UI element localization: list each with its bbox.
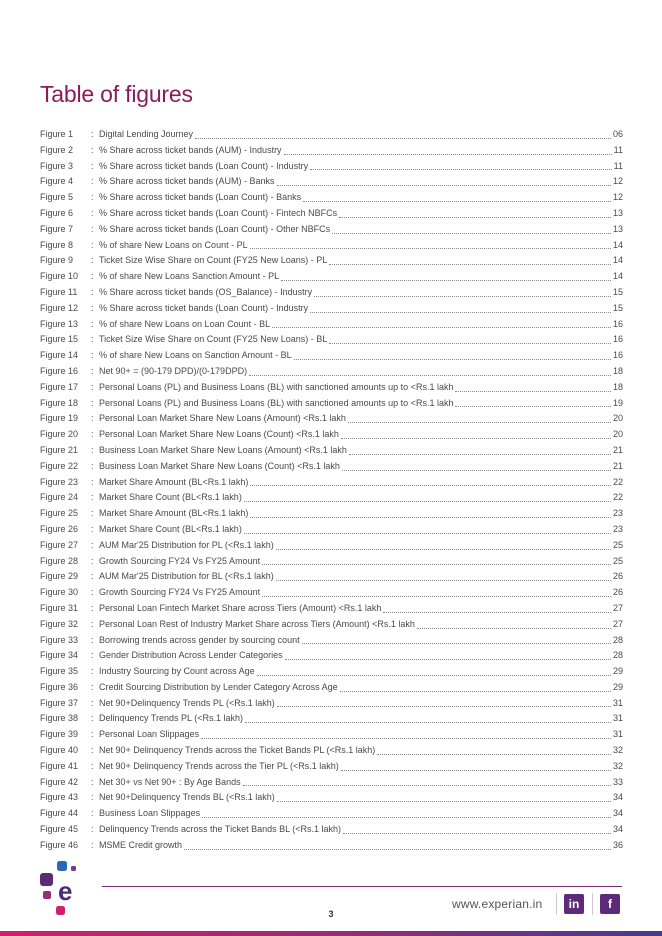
figure-label: Figure 30 bbox=[40, 587, 79, 598]
figure-title: Digital Lending Journey bbox=[99, 129, 194, 139]
figure-entry[interactable] bbox=[40, 806, 623, 822]
figure-title: % Share across ticket bands (Loan Count) - Industry bbox=[99, 302, 309, 313]
separator-colon: : bbox=[91, 555, 94, 566]
separator-colon: : bbox=[91, 697, 94, 708]
separator-colon: : bbox=[91, 824, 94, 835]
figure-entry[interactable] bbox=[40, 159, 623, 175]
figure-title: % Share across ticket bands (Loan Count) - Banks bbox=[99, 192, 302, 203]
figure-page-number: 11 bbox=[613, 160, 623, 171]
figure-label: Figure 46 bbox=[40, 839, 79, 850]
logo-letter: e bbox=[58, 876, 73, 906]
figure-entry[interactable] bbox=[40, 790, 623, 806]
dot-leader bbox=[332, 233, 611, 234]
figure-title: Personal Loan Market Share New Loans (Amount) <Rs.1 lakh bbox=[99, 413, 346, 424]
facebook-icon[interactable]: f bbox=[600, 894, 620, 914]
separator-colon: : bbox=[91, 302, 94, 313]
separator-colon: : bbox=[91, 776, 94, 787]
figure-page-number: 28 bbox=[612, 634, 623, 645]
brand-gradient-bar bbox=[0, 931, 662, 936]
figure-title: Business Loan Slippages bbox=[99, 808, 201, 819]
figure-label: Figure 25 bbox=[40, 508, 79, 519]
separator-colon: : bbox=[91, 571, 94, 582]
separator-colon: : bbox=[91, 666, 94, 677]
figure-entry[interactable] bbox=[40, 506, 623, 522]
dot-leader bbox=[329, 264, 611, 265]
dot-leader bbox=[272, 327, 611, 328]
figure-page-number: 27 bbox=[612, 618, 623, 629]
figure-entry[interactable] bbox=[40, 680, 623, 696]
figure-label: Figure 29 bbox=[40, 571, 79, 582]
dot-leader bbox=[250, 485, 611, 486]
dot-leader bbox=[348, 422, 611, 423]
figure-page-number: 16 bbox=[612, 318, 623, 329]
figures-list bbox=[40, 127, 623, 854]
figure-label: Figure 44 bbox=[40, 808, 79, 819]
separator-colon: : bbox=[91, 650, 94, 661]
separator-colon: : bbox=[91, 681, 94, 692]
figure-entry[interactable] bbox=[40, 348, 623, 364]
figure-title: Growth Sourcing FY24 Vs FY25 Amount bbox=[99, 587, 261, 598]
dot-leader bbox=[276, 580, 611, 581]
dot-leader bbox=[329, 343, 611, 344]
figure-title: Market Share Amount (BL<Rs.1 lakh) bbox=[99, 508, 249, 519]
figure-label: Figure 41 bbox=[40, 760, 79, 771]
figure-entry[interactable] bbox=[40, 380, 623, 396]
figure-title: % of share New Loans on Sanction Amount - BL bbox=[99, 350, 292, 361]
dot-leader bbox=[277, 185, 611, 186]
figure-label: Figure 3 bbox=[40, 160, 74, 171]
figure-label: Figure 21 bbox=[40, 444, 79, 455]
separator-colon: : bbox=[91, 713, 94, 724]
figure-title: % of share New Loans Sanction Amount - PL bbox=[99, 271, 280, 282]
figure-label: Figure 27 bbox=[40, 539, 79, 550]
separator-colon: : bbox=[91, 144, 94, 155]
figure-entry[interactable] bbox=[40, 443, 623, 459]
figure-title: AUM Mar'25 Distribution for PL (<Rs.1 lakh) bbox=[99, 539, 274, 550]
figure-title: Market Share Count (BL<Rs.1 lakh) bbox=[99, 492, 242, 503]
figure-page-number: 34 bbox=[612, 824, 623, 835]
figure-entry[interactable] bbox=[40, 269, 623, 285]
separator-colon: : bbox=[91, 192, 94, 203]
figure-label: Figure 14 bbox=[40, 350, 79, 361]
separator-colon: : bbox=[91, 207, 94, 218]
dot-leader bbox=[342, 470, 611, 471]
figure-entry[interactable] bbox=[40, 554, 623, 570]
linkedin-icon[interactable]: in bbox=[564, 894, 584, 914]
figure-page-number: 25 bbox=[612, 539, 623, 550]
dot-leader bbox=[245, 722, 611, 723]
figure-entry[interactable] bbox=[40, 633, 623, 649]
figure-page-number: 32 bbox=[612, 760, 623, 771]
separator-colon: : bbox=[91, 729, 94, 740]
footer-separator bbox=[556, 893, 557, 915]
figure-page-number: 34 bbox=[612, 792, 623, 803]
figure-title: Credit Sourcing Distribution by Lender Category Across Age bbox=[99, 681, 338, 692]
separator-colon: : bbox=[91, 745, 94, 756]
figure-page-number: 14 bbox=[612, 271, 623, 282]
figure-entry[interactable] bbox=[40, 490, 623, 506]
figure-title: Delinquency Trends across the Ticket Bands BL (<Rs.1 lakh) bbox=[99, 824, 342, 835]
dot-leader bbox=[202, 817, 611, 818]
figure-label: Figure 39 bbox=[40, 729, 79, 740]
page-number: 3 bbox=[328, 909, 334, 919]
dot-leader bbox=[310, 312, 611, 313]
separator-colon: : bbox=[91, 365, 94, 376]
figure-page-number: 25 bbox=[612, 555, 623, 566]
dot-leader bbox=[262, 564, 611, 565]
dot-leader bbox=[340, 691, 611, 692]
separator-colon: : bbox=[91, 381, 94, 392]
footer-separator bbox=[592, 893, 593, 915]
figure-entry[interactable] bbox=[40, 743, 623, 759]
dot-leader bbox=[250, 248, 611, 249]
figure-page-number: 18 bbox=[612, 381, 623, 392]
figure-entry[interactable] bbox=[40, 459, 623, 475]
figure-title: Net 30+ vs Net 90+ : By Age Bands bbox=[99, 776, 241, 787]
separator-colon: : bbox=[91, 634, 94, 645]
figure-label: Figure 9 bbox=[40, 255, 74, 266]
website-link[interactable]: www.experian.in bbox=[452, 897, 543, 911]
figure-page-number: 23 bbox=[612, 508, 623, 519]
separator-colon: : bbox=[91, 476, 94, 487]
dot-leader bbox=[184, 849, 611, 850]
figure-entry[interactable] bbox=[40, 475, 623, 491]
dot-leader bbox=[285, 659, 611, 660]
figure-entry[interactable] bbox=[40, 285, 623, 301]
figure-label: Figure 35 bbox=[40, 666, 79, 677]
dot-leader bbox=[244, 533, 611, 534]
dot-leader bbox=[349, 454, 611, 455]
dot-leader bbox=[310, 169, 612, 170]
figure-entry[interactable] bbox=[40, 411, 623, 427]
figure-page-number: 20 bbox=[612, 429, 623, 440]
figure-label: Figure 28 bbox=[40, 555, 79, 566]
figure-entry[interactable] bbox=[40, 364, 623, 380]
figure-entry[interactable] bbox=[40, 396, 623, 412]
figure-label: Figure 43 bbox=[40, 792, 79, 803]
figure-label: Figure 37 bbox=[40, 697, 79, 708]
separator-colon: : bbox=[91, 429, 94, 440]
figure-title: Ticket Size Wise Share on Count (FY25 New Loans) - PL bbox=[99, 255, 328, 266]
dot-leader bbox=[343, 833, 611, 834]
figure-label: Figure 8 bbox=[40, 239, 74, 250]
figure-entry[interactable] bbox=[40, 711, 623, 727]
figure-label: Figure 31 bbox=[40, 602, 79, 613]
figure-title: Net 90+Delinquency Trends PL (<Rs.1 lakh) bbox=[99, 697, 275, 708]
figure-page-number: 21 bbox=[612, 460, 623, 471]
figure-title: Personal Loans (PL) and Business Loans (BL) with sanctioned amounts up to <Rs.1 lakh bbox=[99, 397, 454, 408]
figure-title: Personal Loan Rest of Industry Market Share across Tiers (Amount) <Rs.1 lakh bbox=[99, 618, 415, 629]
figure-title: Business Loan Market Share New Loans (Amount) <Rs.1 lakh bbox=[99, 444, 347, 455]
figure-label: Figure 24 bbox=[40, 492, 79, 503]
dot-leader bbox=[314, 296, 611, 297]
figure-title: % Share across ticket bands (AUM) - Banks bbox=[99, 176, 275, 187]
dot-leader bbox=[249, 375, 611, 376]
separator-colon: : bbox=[91, 839, 94, 850]
separator-colon: : bbox=[91, 334, 94, 345]
figure-label: Figure 34 bbox=[40, 650, 79, 661]
figure-page-number: 16 bbox=[612, 334, 623, 345]
figure-label: Figure 6 bbox=[40, 207, 74, 218]
figure-page-number: 14 bbox=[612, 255, 623, 266]
figure-entry[interactable] bbox=[40, 522, 623, 538]
separator-colon: : bbox=[91, 792, 94, 803]
figure-page-number: 23 bbox=[612, 523, 623, 534]
figure-title: Net 90+Delinquency Trends BL (<Rs.1 lakh) bbox=[99, 792, 275, 803]
figure-label: Figure 20 bbox=[40, 429, 79, 440]
footer-divider bbox=[102, 886, 622, 887]
figure-entry[interactable] bbox=[40, 775, 623, 791]
figure-page-number: 16 bbox=[612, 350, 623, 361]
figure-label: Figure 7 bbox=[40, 223, 74, 234]
figure-entry[interactable] bbox=[40, 206, 623, 222]
figure-entry[interactable] bbox=[40, 127, 623, 143]
figure-label: Figure 1 bbox=[40, 129, 74, 139]
figure-page-number: 13 bbox=[612, 223, 623, 234]
figure-label: Figure 16 bbox=[40, 365, 79, 376]
separator-colon: : bbox=[91, 350, 94, 361]
figure-page-number: 26 bbox=[612, 587, 623, 598]
figure-page-number: 15 bbox=[612, 302, 623, 313]
dot-leader bbox=[250, 517, 611, 518]
figure-page-number: 31 bbox=[612, 713, 623, 724]
figure-page-number: 36 bbox=[612, 839, 623, 850]
figure-page-number: 19 bbox=[612, 397, 623, 408]
dot-leader bbox=[243, 785, 611, 786]
figure-entry[interactable] bbox=[40, 317, 623, 333]
figure-page-number: 31 bbox=[612, 729, 623, 740]
figure-label: Figure 36 bbox=[40, 681, 79, 692]
figure-title: Business Loan Market Share New Loans (Count) <Rs.1 lakh bbox=[99, 460, 340, 471]
separator-colon: : bbox=[91, 618, 94, 629]
figure-title: Growth Sourcing FY24 Vs FY25 Amount bbox=[99, 555, 261, 566]
figure-entry[interactable] bbox=[40, 664, 623, 680]
figure-label: Figure 4 bbox=[40, 176, 74, 187]
dot-leader bbox=[276, 549, 611, 550]
separator-colon: : bbox=[91, 160, 94, 171]
separator-colon: : bbox=[91, 239, 94, 250]
figure-label: Figure 15 bbox=[40, 334, 79, 345]
dot-leader bbox=[281, 280, 611, 281]
separator-colon: : bbox=[91, 523, 94, 534]
figure-title: Market Share Amount (BL<Rs.1 lakh) bbox=[99, 476, 249, 487]
figure-title: AUM Mar'25 Distribution for BL (<Rs.1 lakh) bbox=[99, 571, 274, 582]
figure-label: Figure 18 bbox=[40, 397, 79, 408]
figure-label: Figure 11 bbox=[40, 286, 78, 297]
dot-leader bbox=[195, 138, 611, 139]
figure-page-number: 12 bbox=[612, 192, 623, 203]
figure-label: Figure 23 bbox=[40, 476, 79, 487]
dot-leader bbox=[284, 154, 612, 155]
dot-leader bbox=[277, 706, 611, 707]
figure-entry[interactable] bbox=[40, 143, 623, 159]
figure-entry[interactable] bbox=[40, 617, 623, 633]
figure-page-number: 31 bbox=[612, 697, 623, 708]
figure-entry[interactable] bbox=[40, 222, 623, 238]
figure-title: % Share across ticket bands (Loan Count) - Other NBFCs bbox=[99, 223, 331, 234]
dot-leader bbox=[341, 770, 611, 771]
figure-entry[interactable] bbox=[40, 332, 623, 348]
separator-colon: : bbox=[91, 176, 94, 187]
figure-label: Figure 5 bbox=[40, 192, 74, 203]
figure-entry[interactable] bbox=[40, 727, 623, 743]
dot-leader bbox=[257, 675, 611, 676]
figure-entry[interactable] bbox=[40, 253, 623, 269]
figure-page-number: 14 bbox=[612, 239, 623, 250]
separator-colon: : bbox=[91, 602, 94, 613]
separator-colon: : bbox=[91, 286, 94, 297]
dot-leader bbox=[341, 438, 611, 439]
page-title: Table of figures bbox=[40, 81, 193, 108]
figure-title: % Share across ticket bands (AUM) - Industry bbox=[99, 144, 282, 155]
separator-colon: : bbox=[91, 587, 94, 598]
figure-label: Figure 13 bbox=[40, 318, 79, 329]
figure-page-number: 29 bbox=[612, 666, 623, 677]
figure-page-number: 20 bbox=[612, 413, 623, 424]
figure-title: Gender Distribution Across Lender Categories bbox=[99, 650, 283, 661]
figure-page-number: 06 bbox=[612, 129, 623, 139]
figure-title: Personal Loan Slippages bbox=[99, 729, 200, 740]
figure-entry[interactable] bbox=[40, 238, 623, 254]
figure-label: Figure 42 bbox=[40, 776, 79, 787]
dot-leader bbox=[377, 754, 611, 755]
dot-leader bbox=[244, 501, 611, 502]
figure-title: % Share across ticket bands (Loan Count) - Industry bbox=[99, 160, 309, 171]
figure-title: Net 90+ Delinquency Trends across the Tier PL (<Rs.1 lakh) bbox=[99, 760, 339, 771]
separator-colon: : bbox=[91, 539, 94, 550]
dot-leader bbox=[417, 628, 611, 629]
figure-entry[interactable] bbox=[40, 838, 623, 854]
figure-page-number: 28 bbox=[612, 650, 623, 661]
separator-colon: : bbox=[91, 271, 94, 282]
separator-colon: : bbox=[91, 413, 94, 424]
separator-colon: : bbox=[91, 444, 94, 455]
figure-title: % of share New Loans on Count - PL bbox=[99, 239, 248, 250]
figure-title: Ticket Size Wise Share on Count (FY25 New Loans) - BL bbox=[99, 334, 328, 345]
figure-entry[interactable] bbox=[40, 538, 623, 554]
dot-leader bbox=[262, 596, 611, 597]
figure-label: Figure 2 bbox=[40, 144, 74, 155]
figure-label: Figure 38 bbox=[40, 713, 79, 724]
figure-label: Figure 17 bbox=[40, 381, 79, 392]
dot-leader bbox=[303, 201, 611, 202]
figure-page-number: 11 bbox=[613, 144, 623, 155]
figure-page-number: 18 bbox=[612, 365, 623, 376]
dot-leader bbox=[339, 217, 611, 218]
figure-entry[interactable] bbox=[40, 190, 623, 206]
figure-page-number: 26 bbox=[612, 571, 623, 582]
figure-title: Borrowing trends across gender by sourcing count bbox=[99, 634, 300, 645]
figure-label: Figure 12 bbox=[40, 302, 79, 313]
figure-label: Figure 45 bbox=[40, 824, 79, 835]
figure-page-number: 22 bbox=[612, 476, 623, 487]
figure-page-number: 22 bbox=[612, 492, 623, 503]
figure-page-number: 12 bbox=[612, 176, 623, 187]
figure-title: Net 90+ = (90-179 DPD)/(0-179DPD) bbox=[99, 365, 248, 376]
figure-page-number: 13 bbox=[612, 207, 623, 218]
separator-colon: : bbox=[91, 223, 94, 234]
figure-entry[interactable] bbox=[40, 585, 623, 601]
dot-leader bbox=[455, 391, 611, 392]
separator-colon: : bbox=[91, 508, 94, 519]
figure-page-number: 32 bbox=[612, 745, 623, 756]
figure-entry[interactable] bbox=[40, 648, 623, 664]
figure-title: Personal Loan Fintech Market Share across Tiers (Amount) <Rs.1 lakh bbox=[99, 602, 382, 613]
figure-entry[interactable] bbox=[40, 427, 623, 443]
figure-page-number: 27 bbox=[612, 602, 623, 613]
figure-entry[interactable] bbox=[40, 822, 623, 838]
dot-leader bbox=[277, 801, 611, 802]
separator-colon: : bbox=[91, 397, 94, 408]
dot-leader bbox=[201, 738, 611, 739]
dot-leader bbox=[294, 359, 611, 360]
figure-page-number: 33 bbox=[612, 776, 623, 787]
separator-colon: : bbox=[91, 460, 94, 471]
figure-title: Industry Sourcing by Count across Age bbox=[99, 666, 255, 677]
figure-title: % Share across ticket bands (Loan Count) - Fintech NBFCs bbox=[99, 207, 338, 218]
figure-page-number: 34 bbox=[612, 808, 623, 819]
figure-entry[interactable] bbox=[40, 569, 623, 585]
separator-colon: : bbox=[91, 808, 94, 819]
figure-page-number: 21 bbox=[612, 444, 623, 455]
figure-label: Figure 32 bbox=[40, 618, 79, 629]
separator-colon: : bbox=[91, 129, 94, 139]
figure-entry[interactable] bbox=[40, 696, 623, 712]
figure-title: Market Share Count (BL<Rs.1 lakh) bbox=[99, 523, 242, 534]
separator-colon: : bbox=[91, 255, 94, 266]
dot-leader bbox=[383, 612, 611, 613]
figure-entry[interactable] bbox=[40, 174, 623, 190]
separator-colon: : bbox=[91, 318, 94, 329]
separator-colon: : bbox=[91, 492, 94, 503]
dot-leader bbox=[302, 643, 611, 644]
figure-label: Figure 26 bbox=[40, 523, 79, 534]
figure-title: Personal Loan Market Share New Loans (Count) <Rs.1 lakh bbox=[99, 429, 339, 440]
figure-title: % Share across ticket bands (OS_Balance) - Industry bbox=[99, 286, 313, 297]
figure-entry[interactable] bbox=[40, 301, 623, 317]
figure-page-number: 15 bbox=[612, 286, 623, 297]
figure-label: Figure 19 bbox=[40, 413, 79, 424]
dot-leader bbox=[455, 406, 611, 407]
figure-label: Figure 33 bbox=[40, 634, 79, 645]
figure-label: Figure 10 bbox=[40, 271, 79, 282]
figure-label: Figure 40 bbox=[40, 745, 79, 756]
figure-entry[interactable] bbox=[40, 759, 623, 775]
figure-title: % of share New Loans on Loan Count - BL bbox=[99, 318, 271, 329]
figure-title: Delinquency Trends PL (<Rs.1 lakh) bbox=[99, 713, 243, 724]
figure-page-number: 29 bbox=[612, 681, 623, 692]
separator-colon: : bbox=[91, 760, 94, 771]
figure-label: Figure 22 bbox=[40, 460, 79, 471]
figure-title: Net 90+ Delinquency Trends across the Ticket Bands PL (<Rs.1 lakh) bbox=[99, 745, 376, 756]
figure-title: Personal Loans (PL) and Business Loans (BL) with sanctioned amounts up to <Rs.1 lakh bbox=[99, 381, 454, 392]
figure-title: MSME Credit growth bbox=[99, 839, 183, 850]
figure-entry[interactable] bbox=[40, 601, 623, 617]
